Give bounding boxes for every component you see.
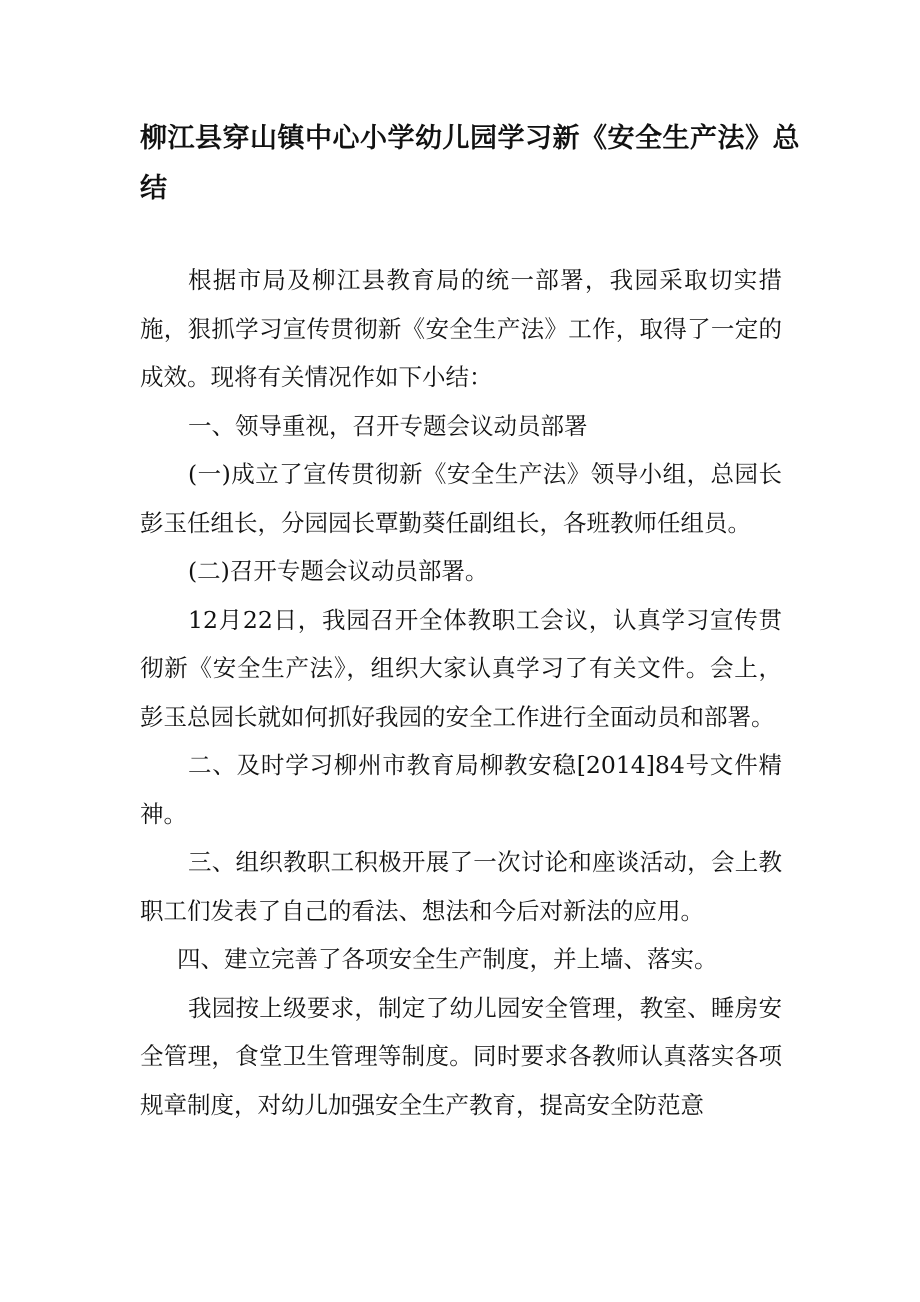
paragraph-meeting: 12月22日，我园召开全体教职工会议，认真学习宣传贯彻新《安全生产法》，组织大家认真学习了有关文件。会上，彭玉总园长就如何抓好我园的安全工作进行全面动员和部署。	[140, 605, 782, 731]
subsection-1-1: (一)成立了宣传贯彻新《安全生产法》领导小组，总园长彭玉任组长，分园园长覃勤葵任副组长，各班教师任组员。	[140, 460, 782, 537]
section-heading-1: 一、领导重视，召开专题会议动员部署	[188, 411, 588, 440]
paragraph-regulations: 我园按上级要求，制定了幼儿园安全管理，教室、睡房安全管理，食堂卫生管理等制度。同时要求各教师认真落实各项规章制度，对幼儿加强安全生产教育，提高安全防范意	[140, 993, 782, 1119]
document-body	[140, 256, 782, 1129]
paragraph-intro: 根据市局及柳江县教育局的统一部署，我园采取切实措施，狠抓学习宣传贯彻新《安全生产法》工作，取得了一定的成效。现将有关情况作如下小结：	[140, 266, 782, 391]
subsection-1-2: (二)召开专题会议动员部署。	[188, 557, 489, 585]
document-title: 柳江县穿山镇中心小学幼儿园学习新《安全生产法》总结	[140, 123, 800, 204]
section-heading-3: 三、组织教职工积极开展了一次讨论和座谈活动，会上教职工们发表了自己的看法、想法和今后对新法的应用。	[140, 848, 782, 925]
section-heading-2: 二、及时学习柳州市教育局柳教安稳[2014]84号文件精神。	[140, 751, 782, 828]
section-heading-4: 四、建立完善了各项安全生产制度，并上墙、落实。	[177, 945, 718, 973]
